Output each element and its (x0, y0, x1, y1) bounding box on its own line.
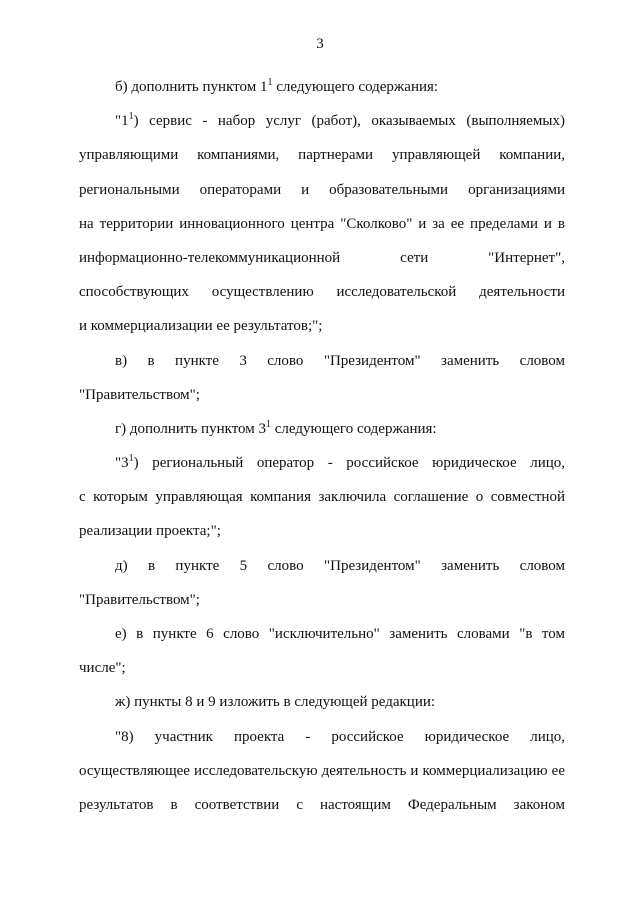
text-line: осуществляющее исследовательскую деятельность и коммерциализацию ее (79, 762, 565, 779)
text-line: числе"; (79, 660, 126, 677)
text-line: "Правительством"; (79, 386, 200, 403)
text-line: б) дополнить пунктом $1^1$ следующего содержания: (115, 77, 439, 95)
text-line: региональными операторами и образовательными организациями (79, 181, 565, 198)
text-line: информационно-телекоммуникационной сети "Интернет", (79, 249, 565, 266)
text-line: "8) участник проекта - российское юридическое лицо, (115, 728, 565, 745)
document-body (79, 70, 565, 822)
text-line: с которым управляющая компания заключила соглашение о совместной (79, 489, 565, 506)
text-line: управляющими компаниями, партнерами управляющей компании, (79, 147, 565, 164)
page-number: 3 (316, 36, 324, 52)
text-line: и коммерциализации ее результатов;"; (79, 318, 323, 335)
text-line: г) дополнить пунктом $3^1$ следующего содержания: (115, 418, 437, 437)
text-line: д) в пункте 5 слово "Президентом" заменить словом (115, 557, 565, 574)
text-line: "$1^1$) сервис - набор услуг (работ), оказываемых (выполняемых) (115, 111, 565, 130)
text-line: способствующих осуществлению исследовательской деятельности (79, 284, 565, 301)
text-line: на территории инновационного центра "Сколково" и за ее пределами и в (79, 215, 565, 232)
text-line: в) в пункте 3 слово "Президентом" заменить словом (115, 352, 565, 369)
text-line: ж) пункты 8 и 9 изложить в следующей редакции: (115, 694, 436, 711)
text-line: е) в пункте 6 слово "исключительно" заменить словами "в том (115, 626, 565, 642)
text-line: результатов в соответствии с настоящим Федеральным законом (79, 796, 565, 813)
text-line: "$3^1$) региональный оператор - российское юридическое лицо, (115, 453, 565, 472)
text-line: реализации проекта;"; (79, 523, 221, 540)
text-line: "Правительством"; (79, 591, 200, 608)
